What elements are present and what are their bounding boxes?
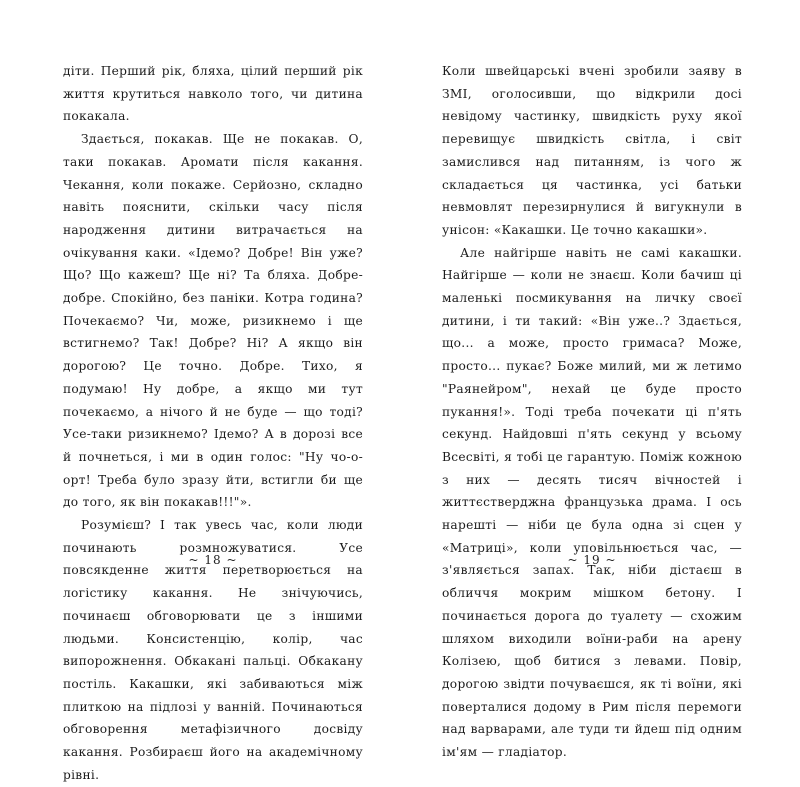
left-paragraph-2: Здається, покакав. Ще не покакав. О, таки покакав. Аромати після какання. Чекання, коли покаже. Серйозно, складно навіть пояснити, скільки часу після народження дитини витрачається на очікування каки. «Ідемо? Добре! Він уже? Що? Що кажеш? Ще ні? Та бляха. Добре-добре. Спокійно, без паніки. Котра година? Почекаємо? Чи, може, ризикнемо і ще встигнемо? Так! Добре? Ні? А якщо він дорогою? Це точно. Добре. Тихо, я подумаю! Ну добре, а якщо ми тут почекаємо, а нічого й не буде — що тоді? Усе-таки ризикнемо? Ідемо? А в дорозі все й почнеться, і ми в один голос: "Ну чо-о-орт! Треба було зразу йти, встигли би ще до того, як він покакав!!!"». <box>63 132 363 510</box>
right-paragraph-1: Коли швейцарські вчені зробили заяву в ЗМІ, оголосивши, що відкрили досі невідому частинку, швидкість руху якої перевищує швидкість світла, і світ замислився над питанням, із чого ж складається ця частинка, усі батьки невмовлят перезирнулися й вигукнули в унісон: «Какашки. Це точно какашки». <box>442 64 742 237</box>
left-page <box>63 60 363 782</box>
left-paragraph-3: Розумієш? І так увесь час, коли люди починають розмножуватися. Усе повсякденне життя перетворюється на логістику какання. Не знічуючись, починаєш обговорювати це з іншими людьми. Консистенцію, колір, час випорожнення. Обкакані пальці. Обкакану постіль. Какашки, які забиваються між плиткою на підлозі у ванній. Починаються обговорення метафізичного досвіду какання. Розбираєш його на академічному рівні. <box>63 518 363 782</box>
left-page-number: ~ 18 ~ <box>188 553 238 567</box>
right-paragraph-2: Але найгірше навіть не самі какашки. Найгірше — коли не знаєш. Коли бачиш ці маленькі посмикування на личку своєї дитини, і ти такий: «Він уже..? Здається, що... а може, просто гримаса? Може, просто... пукає? Боже милий, ми ж летимо "Раянейром", нехай це буде просто пукання!». Тоді треба почекати ці п'ять секунд. Найдовші п'ять секунд у всьому Всесвіті, я тобі це гарантую. Поміж кожною з них — десять тисяч вічностей і життєстверджна французька драма. І ось нарешті — ніби це була одна зі сцен у «Матриці», коли уповільнюється час, — з'являється запах. Так, ніби дістаєш в обличчя мокрим мішком бетону. І починається дорога до туалету — схожим шляхом виходили воїни-раби на арену Колізею, щоб битися з левами. Повір, дорогою звідти почуваєшся, як ті воїни, які поверталися додому в Рим після перемоги над варварами, але туди ти йдеш під одним ім'ям — гладіатор. <box>442 245 742 760</box>
right-page-number: ~ 19 ~ <box>567 553 617 567</box>
right-page <box>442 60 742 760</box>
left-paragraph-1: діти. Перший рік, бляха, цілий перший рік життя крутиться навколо того, чи дитина покакала. <box>63 64 363 124</box>
